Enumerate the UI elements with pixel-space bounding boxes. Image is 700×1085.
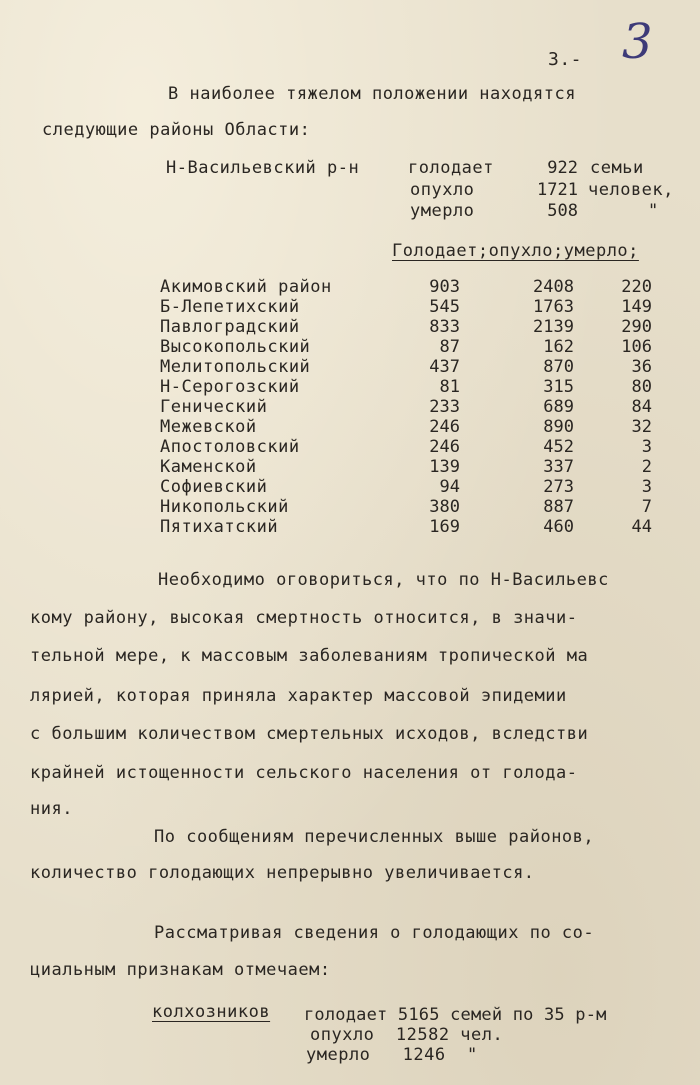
swollen-count: 2139	[533, 317, 574, 337]
died-count: 149	[621, 297, 652, 317]
starving-count: 833	[429, 317, 460, 337]
nvas-r1-label: голодает	[408, 158, 494, 178]
handwritten-page-number: 3	[622, 14, 653, 70]
swollen-count: 162	[543, 337, 574, 357]
died-count: 84	[631, 397, 652, 417]
table-row	[160, 297, 700, 317]
table-row	[160, 497, 700, 517]
nvas-r1-unit: семьи	[590, 158, 644, 178]
swollen-count: 887	[543, 497, 574, 517]
starving-count: 545	[429, 297, 460, 317]
district-name: Генический	[160, 397, 268, 417]
swollen-count: 1763	[533, 297, 574, 317]
table-row	[160, 517, 700, 537]
para1-line-4: лярией, которая приняла характер массовой эпидемии	[30, 686, 567, 706]
swollen-count: 460	[543, 517, 574, 537]
para3-line-2: циальным признакам отмечаем:	[30, 960, 331, 980]
died-count: 80	[631, 377, 652, 397]
nvas-label: Н-Васильевский р-н	[166, 158, 360, 178]
para1-line-3: тельной мере, к массовым заболеваниям тропической ма	[30, 646, 589, 666]
para1-line-1: Необходимо оговориться, что по Н-Васильевс	[158, 570, 609, 590]
swollen-count: 337	[543, 457, 574, 477]
kolkhoz-row-3: умерло 1246 "	[306, 1045, 478, 1065]
table-header: Голодает;опухло;умерло;	[392, 241, 639, 261]
para2-line-1: По сообщениям перечисленных выше районов,	[154, 827, 595, 847]
starving-count: 169	[429, 517, 460, 537]
starving-count: 380	[429, 497, 460, 517]
table-row	[160, 437, 700, 457]
died-count: 106	[621, 337, 652, 357]
table-row	[160, 357, 700, 377]
district-name: Павлоградский	[160, 317, 300, 337]
nvas-r3-label: умерло	[410, 201, 475, 221]
starving-count: 87	[439, 337, 460, 357]
table-row	[160, 317, 700, 337]
starving-count: 81	[439, 377, 460, 397]
nvas-r3-unit: "	[648, 201, 659, 221]
swollen-count: 315	[543, 377, 574, 397]
district-name: Н-Серогозский	[160, 377, 300, 397]
died-count: 3	[641, 437, 652, 457]
district-name: Пятихатский	[160, 517, 279, 537]
starving-count: 233	[429, 397, 460, 417]
district-name: Акимовский район	[160, 277, 332, 297]
table-row	[160, 417, 700, 437]
nvas-r3-value: 508	[547, 201, 578, 221]
para1-line-7: ния.	[30, 799, 73, 819]
district-name: Апостоловский	[160, 437, 300, 457]
district-name: Б-Лепетихский	[160, 297, 300, 317]
died-count: 7	[641, 497, 652, 517]
died-count: 3	[641, 477, 652, 497]
kolkhoz-row-2: опухло 12582 чел.	[310, 1025, 504, 1045]
table-row	[160, 337, 700, 357]
starving-count: 903	[429, 277, 460, 297]
starving-count: 94	[439, 477, 460, 497]
died-count: 32	[631, 417, 652, 437]
swollen-count: 273	[543, 477, 574, 497]
nvas-r1-value: 922	[547, 158, 578, 178]
district-name: Высокопольский	[160, 337, 311, 357]
district-name: Софиевский	[160, 477, 268, 497]
table-row	[160, 277, 700, 297]
intro-line-2: следующие районы Области:	[42, 120, 311, 140]
died-count: 2	[641, 457, 652, 477]
district-name: Мелитопольский	[160, 357, 311, 377]
starving-count: 246	[429, 417, 460, 437]
starving-count: 437	[429, 357, 460, 377]
table-row	[160, 477, 700, 497]
district-name: Межевской	[160, 417, 257, 437]
nvas-r2-value: 1721	[537, 180, 578, 200]
table-row	[160, 397, 700, 417]
swollen-count: 890	[543, 417, 574, 437]
table-row	[160, 377, 700, 397]
died-count: 290	[621, 317, 652, 337]
para1-line-5: с большим количеством смертельных исходов, вследстви	[30, 724, 589, 744]
intro-line-1: В наиболее тяжелом положении находятся	[168, 84, 576, 104]
swollen-count: 870	[543, 357, 574, 377]
starving-count: 139	[429, 457, 460, 477]
kolkhoz-label: колхозников	[152, 1002, 271, 1022]
table-row	[160, 457, 700, 477]
starving-count: 246	[429, 437, 460, 457]
died-count: 44	[631, 517, 652, 537]
nvas-r2-label: опухло	[410, 180, 475, 200]
nvas-r2-unit: человек,	[588, 180, 674, 200]
died-count: 36	[631, 357, 652, 377]
para1-line-2: кому району, высокая смертность относится, в значи-	[30, 608, 578, 628]
para1-line-6: крайней истощенности сельского населения от голода-	[30, 763, 578, 783]
swollen-count: 2408	[533, 277, 574, 297]
para2-line-2: количество голодающих непрерывно увеличивается.	[30, 863, 535, 883]
district-name: Никопольский	[160, 497, 289, 517]
swollen-count: 452	[543, 437, 574, 457]
swollen-count: 689	[543, 397, 574, 417]
died-count: 220	[621, 277, 652, 297]
kolkhoz-row-1: голодает 5165 семей по 35 р-м	[304, 1005, 607, 1025]
para3-line-1: Рассматривая сведения о голодающих по со-	[154, 923, 595, 943]
district-name: Каменской	[160, 457, 257, 477]
page-number: 3.-	[548, 49, 583, 70]
